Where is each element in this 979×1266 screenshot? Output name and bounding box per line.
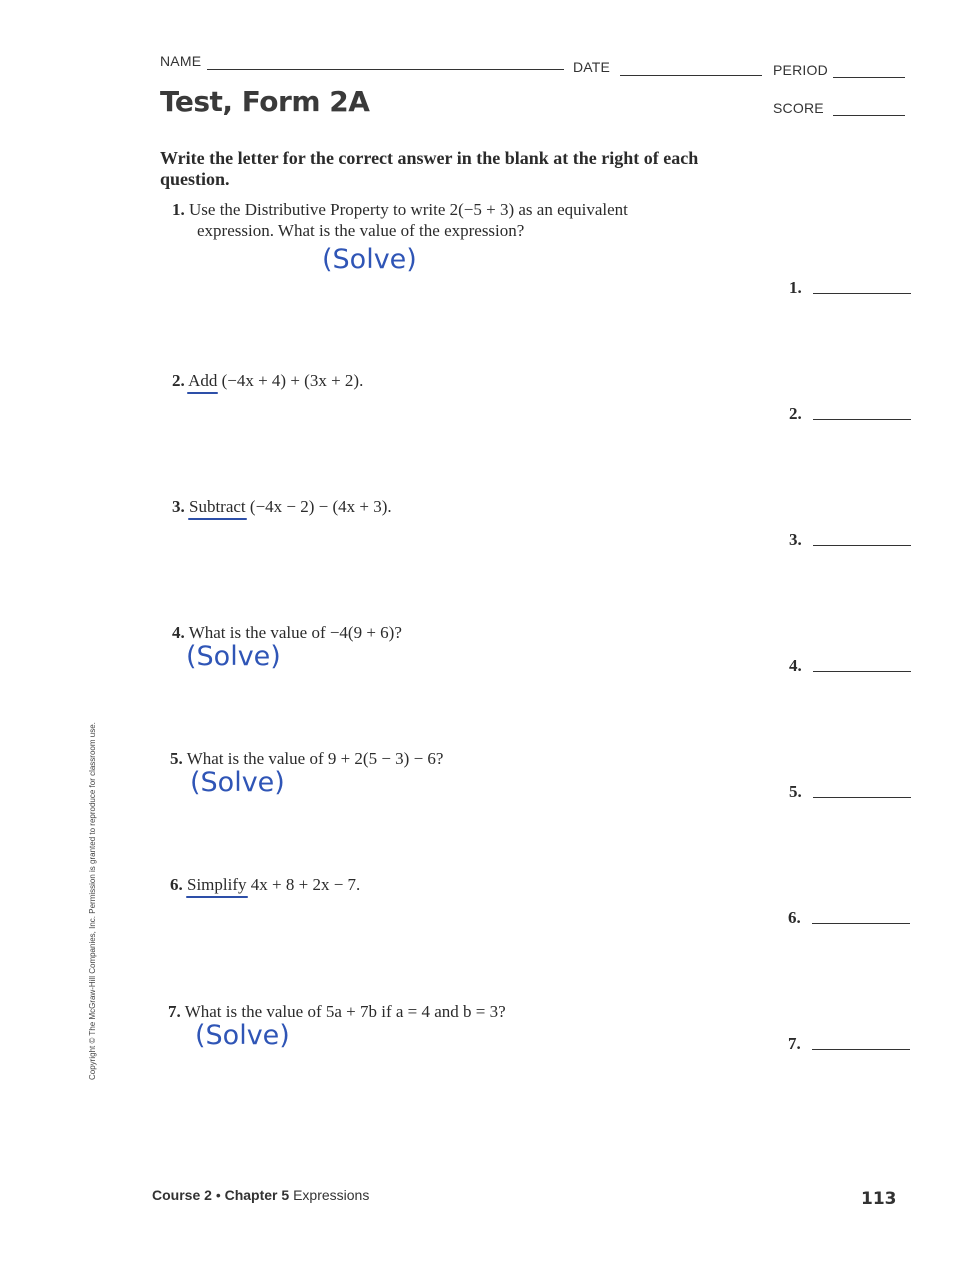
period-label: PERIOD — [773, 62, 828, 78]
answer-blank-2[interactable] — [813, 419, 911, 420]
answer-number: 6. — [788, 908, 801, 927]
answer-number: 5. — [789, 782, 802, 801]
handwritten-note: (Solve) — [186, 641, 281, 672]
footer-course — [152, 1187, 369, 1203]
question-number: 3. — [172, 497, 185, 516]
handwritten-note: (Solve) — [195, 1020, 290, 1051]
period-field[interactable] — [833, 77, 905, 78]
answer-blank-5[interactable] — [813, 797, 911, 798]
handwritten-note: (Solve) — [190, 767, 285, 798]
question-expression: (−4x − 2) − (4x + 3). — [245, 497, 392, 516]
question-number: 6. — [170, 875, 183, 894]
question-text-line1: Use the Distributive Property to write 2(−5 + 3) as an equivalent — [189, 200, 628, 219]
score-field[interactable] — [833, 115, 905, 116]
page-number: 113 — [861, 1189, 897, 1209]
question-number: 2. — [172, 371, 185, 390]
score-label: SCORE — [773, 100, 824, 116]
date-label: DATE — [573, 59, 611, 75]
question-number: 7. — [168, 1002, 181, 1021]
question-7 — [168, 1002, 506, 1022]
course-label: Course 2 — [152, 1187, 212, 1203]
question-expression: (−4x + 4) + (3x + 2). — [217, 371, 364, 390]
question-verb: Subtract — [189, 497, 246, 516]
question-number: 1. — [172, 200, 185, 219]
answer-number: 7. — [788, 1034, 801, 1053]
question-1-line2: expression. What is the value of the expression? — [197, 221, 525, 240]
question-4 — [172, 623, 402, 643]
answer-blank-3[interactable] — [813, 545, 911, 546]
answer-blank-7[interactable] — [812, 1049, 910, 1050]
question-6 — [170, 875, 360, 895]
question-verb: Add — [188, 371, 218, 390]
name-label: NAME — [160, 53, 202, 69]
answer-blank-1[interactable] — [813, 293, 911, 294]
question-5 — [170, 749, 443, 769]
copyright-notice: Copyright © The McGraw-Hill Companies, Inc. Permission is granted to reproduce for classroom use. — [88, 722, 97, 1080]
footer-bullet: • — [215, 1187, 221, 1203]
answer-number: 4. — [789, 656, 802, 675]
question-text: What is the value of −4(9 + 6)? — [188, 623, 402, 642]
question-verb: Simplify — [187, 875, 247, 894]
date-field[interactable] — [620, 75, 762, 76]
answer-blank-6[interactable] — [812, 923, 910, 924]
instructions: Write the letter for the correct answer in the blank at the right of each question. — [160, 148, 699, 189]
question-number: 4. — [172, 623, 185, 642]
chapter-label: Chapter 5 — [224, 1187, 290, 1203]
answer-number: 1. — [789, 278, 802, 297]
chapter-topic: Expressions — [293, 1187, 370, 1203]
question-expression: 4x + 8 + 2x − 7. — [246, 875, 361, 894]
page-title: Test, Form 2A — [160, 85, 370, 118]
answer-number: 3. — [789, 530, 802, 549]
answer-number: 2. — [789, 404, 802, 423]
question-3 — [172, 497, 392, 517]
question-number: 5. — [170, 749, 183, 768]
name-field[interactable] — [207, 69, 564, 70]
answer-blank-4[interactable] — [813, 671, 911, 672]
question-text: What is the value of 9 + 2(5 − 3) − 6? — [186, 749, 444, 768]
handwritten-note: (Solve) — [322, 244, 417, 275]
question-2 — [172, 371, 363, 391]
question-1 — [172, 200, 628, 220]
question-text: What is the value of 5a + 7b if a = 4 and b = 3? — [184, 1002, 506, 1021]
